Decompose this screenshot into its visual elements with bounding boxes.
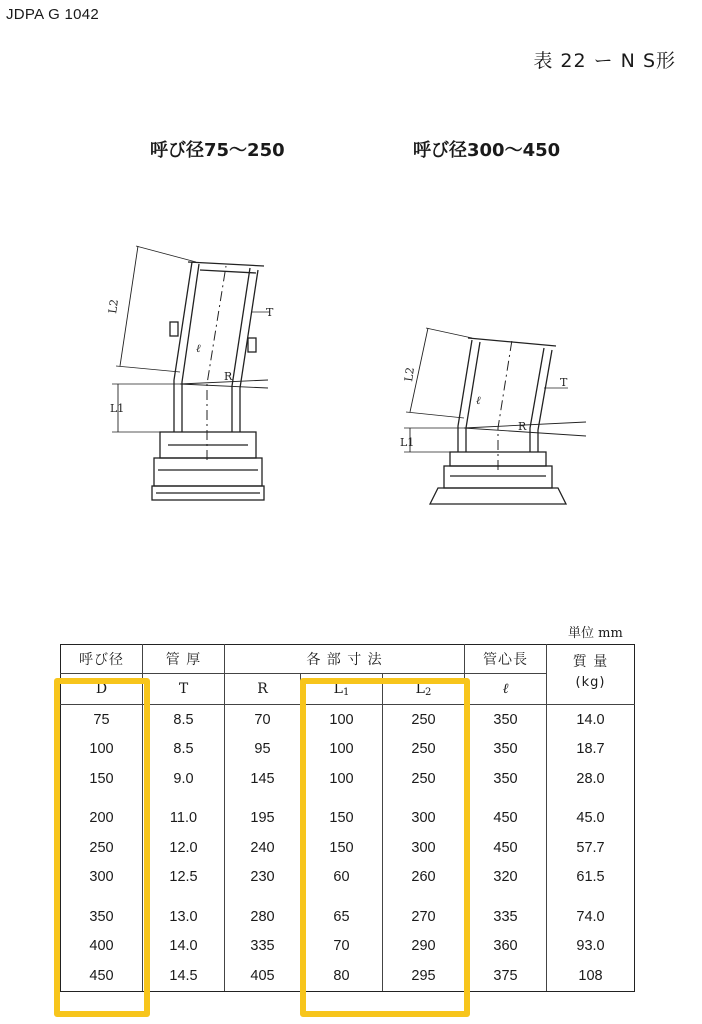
header-l2-main: L: [415, 680, 425, 697]
cell-r: 230: [225, 863, 301, 893]
cell-r: 335: [225, 932, 301, 962]
header-l2: [383, 674, 465, 705]
header-nominal: 呼び径: [61, 645, 143, 674]
header-l1-main: L: [333, 680, 343, 697]
cell-l2: 300: [383, 833, 465, 863]
cell-ell: 450: [465, 833, 547, 863]
cell-w: 45.0: [547, 794, 635, 834]
cell-d: 400: [61, 932, 143, 962]
header-weight: [547, 645, 635, 705]
table-row: [61, 863, 635, 893]
cell-w: 74.0: [547, 892, 635, 932]
cell-ell: 450: [465, 794, 547, 834]
cell-r: 195: [225, 794, 301, 834]
cell-r: 70: [225, 705, 301, 735]
header-ell: ℓ: [465, 674, 547, 705]
cell-l1: 65: [301, 892, 383, 932]
cell-r: 405: [225, 961, 301, 991]
cell-l1: 150: [301, 833, 383, 863]
cell-t: 14.5: [143, 961, 225, 991]
table-row: [61, 705, 635, 735]
cell-l2: 300: [383, 794, 465, 834]
cell-t: 12.5: [143, 863, 225, 893]
cell-t: 12.0: [143, 833, 225, 863]
table-row: [61, 932, 635, 962]
cell-l1: 70: [301, 932, 383, 962]
bend-drawing-small: [112, 246, 270, 500]
cell-w: 61.5: [547, 863, 635, 893]
label-l2-left: L2: [106, 298, 121, 315]
cell-r: 280: [225, 892, 301, 932]
cell-l1: 150: [301, 794, 383, 834]
table-row: [61, 961, 635, 991]
cell-d: 100: [61, 735, 143, 765]
bend-drawing-large: [404, 328, 586, 504]
header-t: T: [143, 674, 225, 705]
label-r-right: R: [518, 420, 527, 433]
cell-w: 108: [547, 961, 635, 991]
cell-l2: 295: [383, 961, 465, 991]
cell-r: 145: [225, 764, 301, 794]
cell-w: 93.0: [547, 932, 635, 962]
label-ell-left: ℓ: [196, 342, 201, 355]
label-ell-right: ℓ: [476, 394, 481, 407]
header-l2-sub: 2: [424, 686, 432, 698]
cell-t: 8.5: [143, 705, 225, 735]
table-row: [61, 833, 635, 863]
cell-l1: 80: [301, 961, 383, 991]
label-t-left: T: [266, 306, 274, 319]
cell-ell: 350: [465, 764, 547, 794]
cell-d: 450: [61, 961, 143, 991]
header-thickness: 管 厚: [143, 645, 225, 674]
cell-d: 350: [61, 892, 143, 932]
cell-l1: 60: [301, 863, 383, 893]
cell-l1: 100: [301, 705, 383, 735]
cell-l2: 250: [383, 735, 465, 765]
header-center-length: 管心長: [465, 645, 547, 674]
label-l1-right: L1: [400, 436, 415, 449]
header-weight-label: 質 量: [572, 654, 609, 670]
cell-w: 18.7: [547, 735, 635, 765]
cell-ell: 360: [465, 932, 547, 962]
cell-l1: 100: [301, 764, 383, 794]
figure-caption-left: 呼び径75〜250: [150, 140, 285, 161]
cell-d: 200: [61, 794, 143, 834]
label-r-left: R: [224, 370, 233, 383]
table-row: [61, 735, 635, 765]
header-d: D: [61, 674, 143, 705]
cell-w: 28.0: [547, 764, 635, 794]
cell-t: 14.0: [143, 932, 225, 962]
cell-ell: 350: [465, 705, 547, 735]
table-body: [61, 705, 635, 992]
cell-ell: 350: [465, 735, 547, 765]
document-id: JDPA G 1042: [6, 6, 100, 23]
table-title: 表 22 ー N S形: [533, 50, 676, 72]
cell-l2: 250: [383, 705, 465, 735]
cell-t: 9.0: [143, 764, 225, 794]
figure-caption-right: 呼び径300〜450: [413, 140, 561, 161]
cell-t: 11.0: [143, 794, 225, 834]
cell-d: 300: [61, 863, 143, 893]
cell-d: 150: [61, 764, 143, 794]
cell-d: 250: [61, 833, 143, 863]
header-r: R: [225, 674, 301, 705]
header-l1-sub: 1: [342, 686, 350, 698]
table-row: [61, 764, 635, 794]
cell-ell: 335: [465, 892, 547, 932]
label-l1-left: L1: [110, 402, 125, 415]
cell-l2: 290: [383, 932, 465, 962]
cell-ell: 375: [465, 961, 547, 991]
cell-r: 240: [225, 833, 301, 863]
cell-t: 8.5: [143, 735, 225, 765]
table-row: [61, 794, 635, 834]
header-weight-unit: (kg): [575, 675, 606, 690]
label-l2-right: L2: [402, 366, 417, 383]
table-row: [61, 892, 635, 932]
cell-l2: 250: [383, 764, 465, 794]
dimension-table: [60, 644, 635, 992]
cell-ell: 320: [465, 863, 547, 893]
header-dims: 各 部 寸 法: [225, 645, 465, 674]
cell-w: 57.7: [547, 833, 635, 863]
cell-t: 13.0: [143, 892, 225, 932]
cell-d: 75: [61, 705, 143, 735]
label-t-right: T: [560, 376, 568, 389]
cell-r: 95: [225, 735, 301, 765]
cell-w: 14.0: [547, 705, 635, 735]
unit-note: 単位 mm: [568, 626, 623, 641]
cell-l2: 260: [383, 863, 465, 893]
cell-l1: 100: [301, 735, 383, 765]
header-l1: [301, 674, 383, 705]
cell-l2: 270: [383, 892, 465, 932]
table-header-row-1: [61, 645, 635, 674]
